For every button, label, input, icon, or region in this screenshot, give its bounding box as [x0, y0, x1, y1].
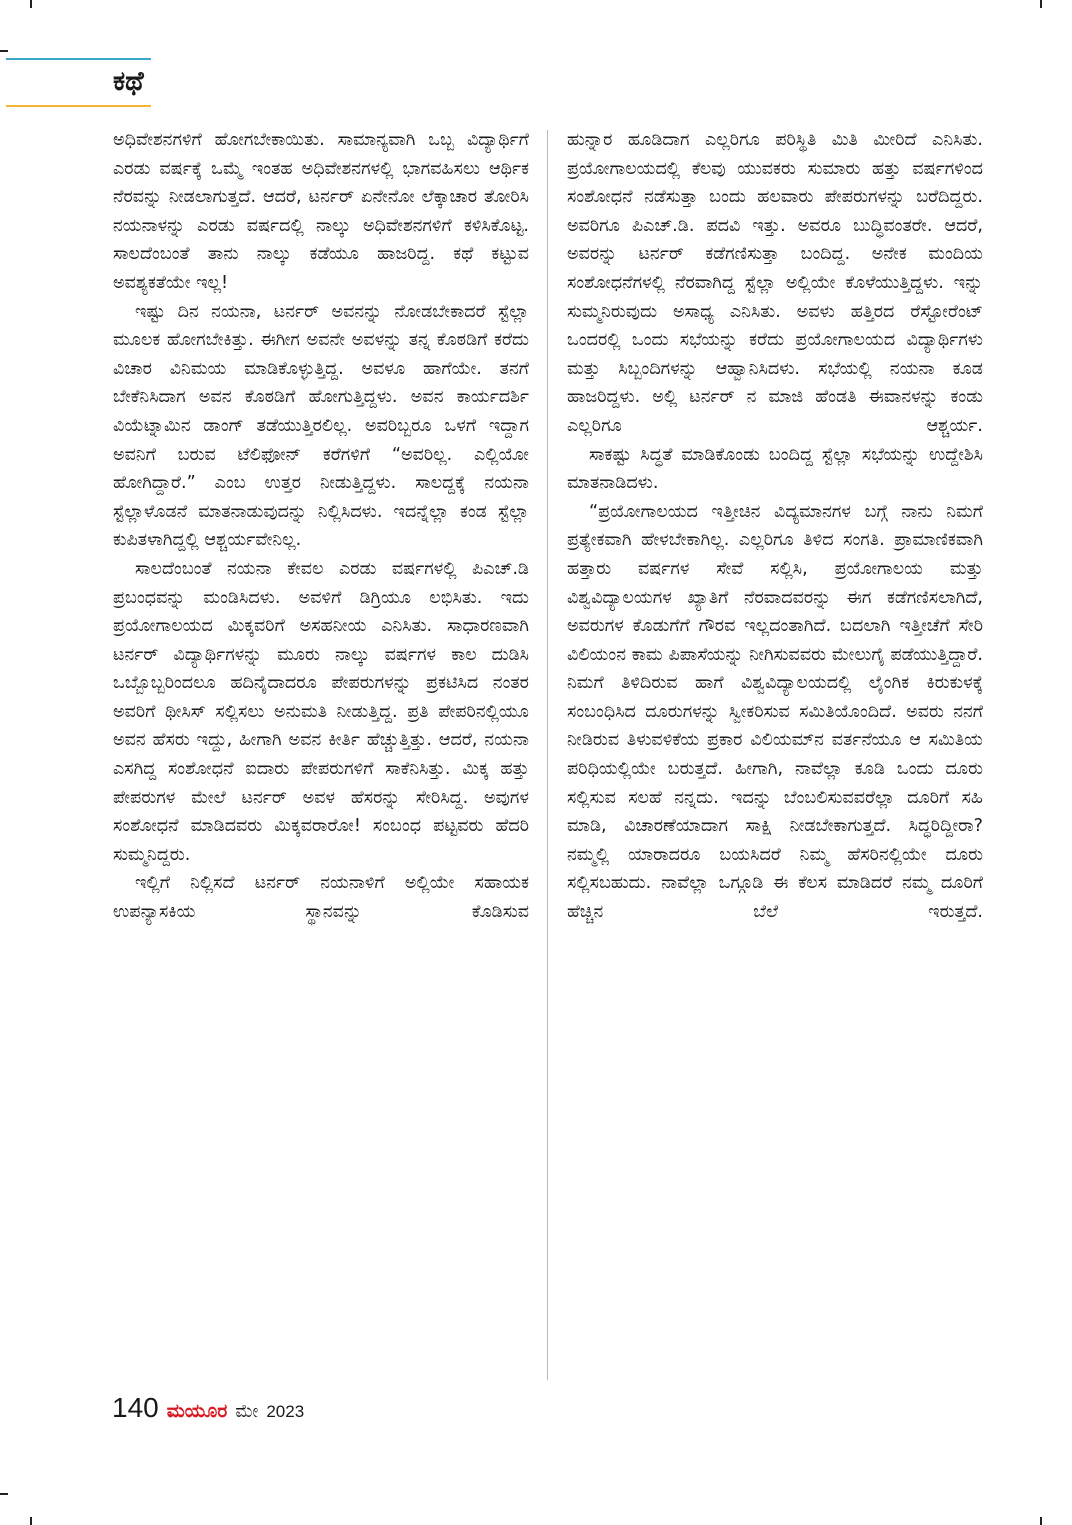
title-rule-top — [6, 58, 151, 60]
paragraph: ಇಷ್ಟು ದಿನ ನಯನಾ, ಟರ್ನರ್ ಅವನನ್ನು ನೋಡಬೇಕಾದರೆ ಸ್ಟೆಲ್ಲಾ ಮೂಲಕ ಹೋಗಬೇಕಿತ್ತು. ಈಗೀಗ ಅವನೇ ಅವಳನ್ನು ತನ್ನ ಕೊಠಡಿಗೆ ಕರೆದು ವಿಚಾರ ವಿನಿಮಯ ಮಾಡಿಕೊಳ್ಳುತ್ತಿದ್ದ. ಅವಳೂ ಹಾಗೆಯೇ. ತನಗೆ ಬೇಕೆನಿಸಿದಾಗ ಅವನ ಕೊಠಡಿಗೆ ಹೋಗುತ್ತಿದ್ದಳು. ಅವನ ಕಾರ್ಯದರ್ಶಿ ವಿಯೆಟ್ನಾಮಿನ ಡಾಂಗ್ ತಡೆಯುತ್ತಿರಲಿಲ್ಲ. ಅವರಿಬ್ಬರೂ ಒಳಗೆ ಇದ್ದಾಗ ಅವನಿಗೆ ಬರುವ ಟೆಲಿಫೋನ್ ಕರೆಗಳಿಗೆ “ಅವರಿಲ್ಲ. ಎಲ್ಲಿಯೋ ಹೋಗಿದ್ದಾರೆ.” ಎಂಬ ಉತ್ತರ ನೀಡುತ್ತಿದ್ದಳು. ಸಾಲದ್ದಕ್ಕೆ ನಯನಾ ಸ್ಟೆಲ್ಲಾಳೊಡನೆ ಮಾತನಾಡುವುದನ್ನು ನಿಲ್ಲಿಸಿದಳು. ಇದನ್ನೆಲ್ಲಾ ಕಂಡ ಸ್ಟೆಲ್ಲಾ ಕುಪಿತಳಾಗಿದ್ದಲ್ಲಿ ಆಶ್ಚರ್ಯವೇನಿಲ್ಲ. — [113, 301, 529, 551]
crop-mark — [0, 1493, 8, 1495]
issue-year: 2023 — [266, 1402, 305, 1421]
crop-mark — [30, 1517, 32, 1525]
page-footer — [112, 1392, 304, 1428]
section-title: ಕಥೆ — [113, 66, 144, 97]
crop-mark — [1040, 0, 1042, 8]
crop-mark — [1040, 1517, 1042, 1525]
paragraph: ಹುನ್ನಾರ ಹೂಡಿದಾಗ ಎಲ್ಲರಿಗೂ ಪರಿಸ್ಥಿತಿ ಮಿತಿ ಮೀರಿದೆ ಎನಿಸಿತು. ಪ್ರಯೋಗಾಲಯದಲ್ಲಿ ಕೆಲವು ಯುವಕರು ಸುಮಾರು ಹತ್ತು ವರ್ಷಗಳಿಂದ ಸಂಶೋಧನೆ ನಡೆಸುತ್ತಾ ಬಂದು ಹಲವಾರು ಪೇಪರುಗಳನ್ನು ಬರೆದಿದ್ದರು. ಅವರಿಗೂ ಪಿಎಚ್.ಡಿ. ಪದವಿ ಇತ್ತು. ಅವರೂ ಬುದ್ಧಿವಂತರೇ. ಆದರೆ, ಅವರನ್ನು ಟರ್ನರ್ ಕಡೆಗಣಿಸುತ್ತಾ ಬಂದಿದ್ದ. ಅನೇಕ ಮಂದಿಯ ಸಂಶೋಧನೆಗಳಲ್ಲಿ ನೆರವಾಗಿದ್ದ ಸ್ಟೆಲ್ಲಾ ಅಲ್ಲಿಯೇ ಕೊಳೆಯುತ್ತಿದ್ದಳು. ಇನ್ನು ಸುಮ್ಮನಿರುವುದು ಅಸಾಧ್ಯ ಎನಿಸಿತು. ಅವಳು ಹತ್ತಿರದ ರೆಸ್ಟೋರೆಂಟ್ ಒಂದರಲ್ಲಿ ಒಂದು ಸಭೆಯನ್ನು ಕರೆದು ಪ್ರಯೋಗಾಲಯದ ವಿದ್ಯಾರ್ಥಿಗಳು ಮತ್ತು ಸಿಬ್ಬಂದಿಗಳನ್ನು ಆಹ್ವಾನಿಸಿದಳು. ಸಭೆಯಲ್ಲಿ ನಯನಾ ಕೂಡ ಹಾಜರಿದ್ದಳು. ಅಲ್ಲಿ ಟರ್ನರ್ ನ ಮಾಜಿ ಹೆಂಡತಿ ಈವಾನಳನ್ನು ಕಂಡು ಎಲ್ಲರಿಗೂ ಆಶ್ಚರ್ಯ. — [567, 130, 983, 436]
paragraph: “ಪ್ರಯೋಗಾಲಯದ ಇತ್ತೀಚಿನ ವಿದ್ಯಮಾನಗಳ ಬಗ್ಗೆ ನಾನು ನಿಮಗೆ ಪ್ರತ್ಯೇಕವಾಗಿ ಹೇಳಬೇಕಾಗಿಲ್ಲ. ಎಲ್ಲರಿಗೂ ತಿಳಿದ ಸಂಗತಿ. ಪ್ರಾಮಾಣಿಕವಾಗಿ ಹತ್ತಾರು ವರ್ಷಗಳ ಸೇವೆ ಸಲ್ಲಿಸಿ, ಪ್ರಯೋಗಾಲಯ ಮತ್ತು ವಿಶ್ವವಿದ್ಯಾಲಯಗಳ ಖ್ಯಾತಿಗೆ ನೆರವಾದವರನ್ನು ಈಗ ಕಡೆಗಣಿಸಲಾಗಿದೆ, ಅವರುಗಳ ಕೊಡುಗೆಗೆ ಗೌರವ ಇಲ್ಲದಂತಾಗಿದೆ. ಬದಲಾಗಿ ಇತ್ತೀಚೆಗೆ ಸೇರಿ ವಿಲಿಯಂನ ಕಾಮ ಪಿಪಾಸೆಯನ್ನು ನೀಗಿಸುವವರು ಮೇಲುಗೈ ಪಡೆಯುತ್ತಿದ್ದಾರೆ. ನಿಮಗೆ ತಿಳಿದಿರುವ ಹಾಗೆ ವಿಶ್ವವಿದ್ಯಾಲಯದಲ್ಲಿ ಲೈಂಗಿಕ ಕಿರುಕುಳಕ್ಕೆ ಸಂಬಂಧಿಸಿದ ದೂರುಗಳನ್ನು ಸ್ವೀಕರಿಸುವ ಸಮಿತಿಯೊಂದಿದೆ. ಅವರು ನನಗೆ ನೀಡಿರುವ ತಿಳುವಳಿಕೆಯ ಪ್ರಕಾರ ವಿಲಿಯಮ್‌ನ ವರ್ತನೆಯೂ ಆ ಸಮಿತಿಯ ಪರಿಧಿಯಲ್ಲಿಯೇ ಬರುತ್ತದೆ. ಹೀಗಾಗಿ, ನಾವೆಲ್ಲಾ ಕೂಡಿ ಒಂದು ದೂರು ಸಲ್ಲಿಸುವ ಸಲಹೆ ನನ್ನದು. ಇದನ್ನು ಬೆಂಬಲಿಸುವವರೆಲ್ಲಾ ದೂರಿಗೆ ಸಹಿ ಮಾಡಿ, ವಿಚಾರಣೆಯಾದಾಗ ಸಾಕ್ಷಿ ನೀಡಬೇಕಾಗುತ್ತದೆ. ಸಿದ್ಧರಿದ್ದೀರಾ? ನಮ್ಮಲ್ಲಿ ಯಾರಾದರೂ ಬಯಸಿದರೆ ನಿಮ್ಮ ಹೆಸರಿನಲ್ಲಿಯೇ ದೂರು ಸಲ್ಲಿಸಬಹುದು. ನಾವೆಲ್ಲಾ ಒಗ್ಗೂಡಿ ಈ ಕೆಲಸ ಮಾಡಿದರೆ ನಮ್ಮ ದೂರಿಗೆ ಹೆಚ್ಚಿನ ಬೆಲೆ ಇರುತ್ತದೆ. — [567, 501, 983, 923]
paragraph: ಅಧಿವೇಶನಗಳಿಗೆ ಹೋಗಬೇಕಾಯಿತು. ಸಾಮಾನ್ಯವಾಗಿ ಒಬ್ಬ ವಿದ್ಯಾರ್ಥಿಗೆ ಎರಡು ವರ್ಷಕ್ಕೆ ಒಮ್ಮೆ ಇಂತಹ ಅಧಿವೇಶನಗಳಲ್ಲಿ ಭಾಗವಹಿಸಲು ಆರ್ಥಿಕ ನೆರವನ್ನು ನೀಡಲಾಗುತ್ತದೆ. ಆದರೆ, ಟರ್ನರ್ ಏನೇನೋ ಲೆಕ್ಕಾಚಾರ ತೋರಿಸಿ ನಯನಾಳನ್ನು ಎರಡು ವರ್ಷದಲ್ಲಿ ನಾಲ್ಕು ಅಧಿವೇಶನಗಳಿಗೆ ಕಳಿಸಿಕೊಟ್ಟ. ಸಾಲದೆಂಬಂತೆ ತಾನು ನಾಲ್ಕು ಕಡೆಯೂ ಹಾಜರಿದ್ದ. ಕಥೆ ಕಟ್ಟುವ ಅವಶ್ಯಕತೆಯೇ ಇಲ್ಲ! — [113, 130, 529, 293]
column-divider — [547, 130, 548, 1380]
paragraph: ಸಾಲದೆಂಬಂತೆ ನಯನಾ ಕೇವಲ ಎರಡು ವರ್ಷಗಳಲ್ಲಿ ಪಿಎಚ್.ಡಿ ಪ್ರಬಂಧವನ್ನು ಮಂಡಿಸಿದಳು. ಅವಳಿಗೆ ಡಿಗ್ರಿಯೂ ಲಭಿಸಿತು. ಇದು ಪ್ರಯೋಗಾಲಯದ ಮಿಕ್ಕವರಿಗೆ ಅಸಹನೀಯ ಎನಿಸಿತು. ಸಾಧಾರಣವಾಗಿ ಟರ್ನರ್ ವಿದ್ಯಾರ್ಥಿಗಳನ್ನು ಮೂರು ನಾಲ್ಕು ವರ್ಷಗಳ ಕಾಲ ದುಡಿಸಿ ಒಬ್ಬೊಬ್ಬರಿಂದಲೂ ಹದಿನೈದಾದರೂ ಪೇಪರುಗಳನ್ನು ಪ್ರಕಟಿಸಿದ ನಂತರ ಅವರಿಗೆ ಥೀಸಿಸ್ ಸಲ್ಲಿಸಲು ಅನುಮತಿ ನೀಡುತ್ತಿದ್ದ. ಪ್ರತಿ ಪೇಪರಿನಲ್ಲಿಯೂ ಅವನ ಹೆಸರು ಇದ್ದು, ಹೀಗಾಗಿ ಅವನ ಕೀರ್ತಿ ಹೆಚ್ಚುತ್ತಿತ್ತು. ಆದರೆ, ನಯನಾ ಎಸಗಿದ್ದ ಸಂಶೋಧನೆ ಐದಾರು ಪೇಪರುಗಳಿಗೆ ಸಾಕೆನಿಸಿತ್ತು. ಮಿಕ್ಕ ಹತ್ತು ಪೇಪರುಗಳ ಮೇಲೆ ಟರ್ನರ್ ಅವಳ ಹೆಸರನ್ನು ಸೇರಿಸಿದ್ದ. ಅವುಗಳ ಸಂಶೋಧನೆ ಮಾಡಿದವರು ಮಿಕ್ಕವರಾರೋ! ಸಂಬಂಧ ಪಟ್ಟವರು ಹೆದರಿ ಸುಮ್ಮನಿದ್ದರು. — [113, 558, 529, 865]
crop-mark — [0, 50, 8, 52]
title-rule-bottom — [6, 105, 151, 107]
left-column — [113, 126, 529, 927]
magazine-logo: ಮಯೂರ — [166, 1400, 228, 1422]
crop-mark — [30, 0, 32, 8]
page-number: 140 — [112, 1392, 159, 1423]
paragraph: ಇಲ್ಲಿಗೆ ನಿಲ್ಲಿಸದೆ ಟರ್ನರ್ ನಯನಾಳಿಗೆ ಅಲ್ಲಿಯೇ ಸಹಾಯಕ ಉಪನ್ಯಾಸಕಿಯ ಸ್ಥಾನವನ್ನು ಕೊಡಿಸುವ — [113, 873, 529, 923]
issue-month: ಮೇ — [235, 1401, 259, 1422]
paragraph: ಸಾಕಷ್ಟು ಸಿದ್ಧತೆ ಮಾಡಿಕೊಂಡು ಬಂದಿದ್ದ ಸ್ಟೆಲ್ಲಾ ಸಭೆಯನ್ನು ಉದ್ದೇಶಿಸಿ ಮಾತನಾಡಿದಳು. — [567, 444, 983, 494]
right-column — [567, 126, 983, 927]
